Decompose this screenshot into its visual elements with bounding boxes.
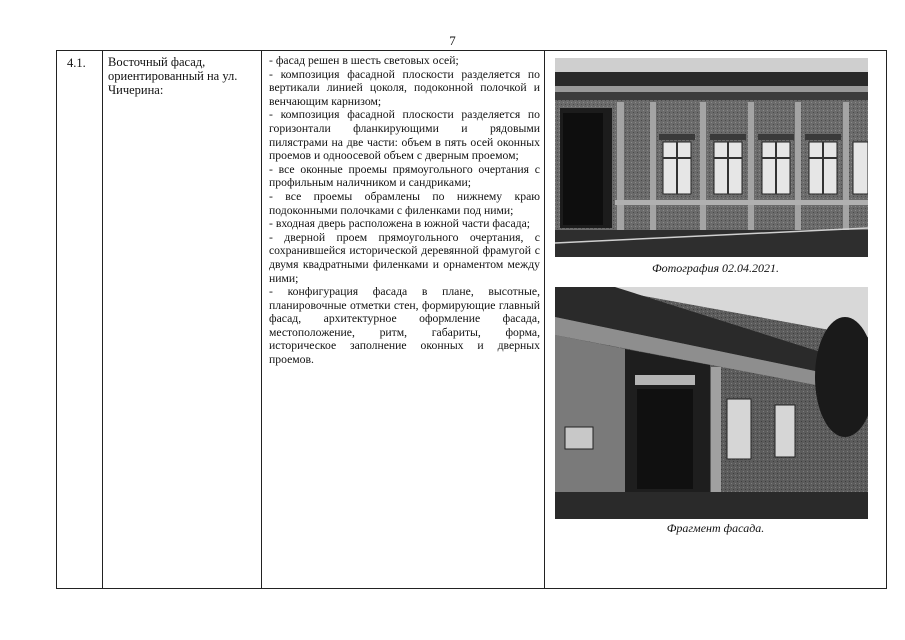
element-name-line: ориентированный на ул. (108, 69, 238, 83)
facade-photo (555, 58, 868, 257)
description-item: - фасад решен в шесть световых осей; (269, 54, 459, 67)
element-name-line: Чичерина: (108, 83, 164, 97)
description-item: - все проемы обрамлены по нижнему краю подоконными полочками с филенками под ними; (269, 189, 540, 217)
description-item: - композиция фасадной плоскости разделяется по горизонтали фланкирующими и рядовыми пилястрами на две части: объем в пять осей оконных проемов и одноосевой объем с дверным проемом; (269, 108, 540, 163)
description-item: - композиция фасадной плоскости разделяется по вертикали линией цоколя, подоконной полочкой и венчающим карнизом; (269, 67, 540, 108)
document-table (56, 50, 887, 589)
page-number: 7 (449, 33, 456, 48)
row-number: 4.1. (67, 56, 86, 70)
photo-caption: Фрагмент фасада. (666, 521, 765, 535)
element-name-line: Восточный фасад, (108, 55, 206, 69)
facade-fragment-photo (555, 287, 868, 519)
element-name-cell (103, 51, 262, 589)
description-list (262, 51, 544, 367)
description-item: - дверной проем прямоугольного очертания, с сохранившейся исторической деревянной фрамугой с двумя квадратными филенками и орнаментом между ними; (269, 230, 540, 285)
row-number-cell (57, 51, 103, 589)
photo-caption: Фотография 02.04.2021. (651, 261, 780, 275)
photo-cell (545, 51, 887, 589)
description-item: - входная дверь расположена в южной части фасада; (269, 217, 531, 231)
table-row (57, 51, 887, 589)
description-item: - конфигурация фасада в плане, высотные, планировочные отметки стен, формирующие главный фасад, архитектурное оформление фасада, местоположение, ритм, габариты, форма, историческое заполнение оконных и дверных проемов. (269, 285, 540, 367)
description-cell (262, 51, 545, 589)
element-name (103, 51, 261, 97)
description-item: - все оконные проемы прямоугольного очертания с профильным наличником и сандриками; (269, 162, 540, 190)
